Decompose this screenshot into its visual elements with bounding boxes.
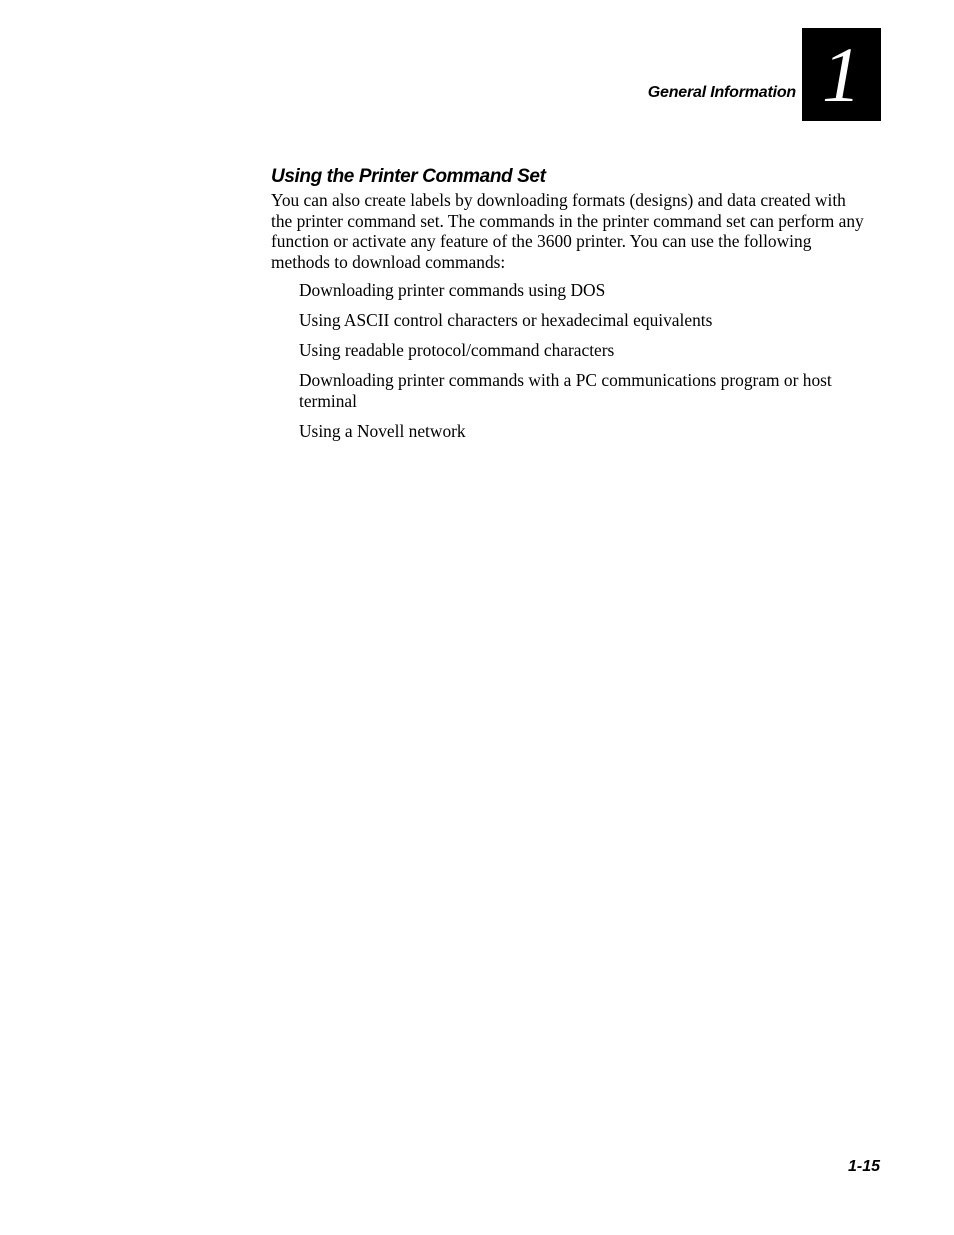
list-item: Using readable protocol/command characters [299,340,615,360]
download-methods-list [299,280,871,451]
section-title: Using the Printer Command Set [271,166,546,187]
intro-paragraph: You can also create labels by downloading formats (designs) and data created with the printer command set. The commands in the printer command set can perform any function or activate any feature of the 3600 printer. You can use the following methods to download commands: [271,190,864,272]
list-item: Using a Novell network [299,420,466,441]
page-number: 1-15 [847,1158,880,1175]
list-item: Downloading printer commands using DOS [299,280,606,300]
header-section-label: General Information [647,84,796,101]
list-item: Downloading printer commands with a PC communications program or host terminal [299,370,832,411]
chapter-number-tab: 1 [802,28,881,121]
list-item: Using ASCII control characters or hexadecimal equivalents [299,310,713,330]
